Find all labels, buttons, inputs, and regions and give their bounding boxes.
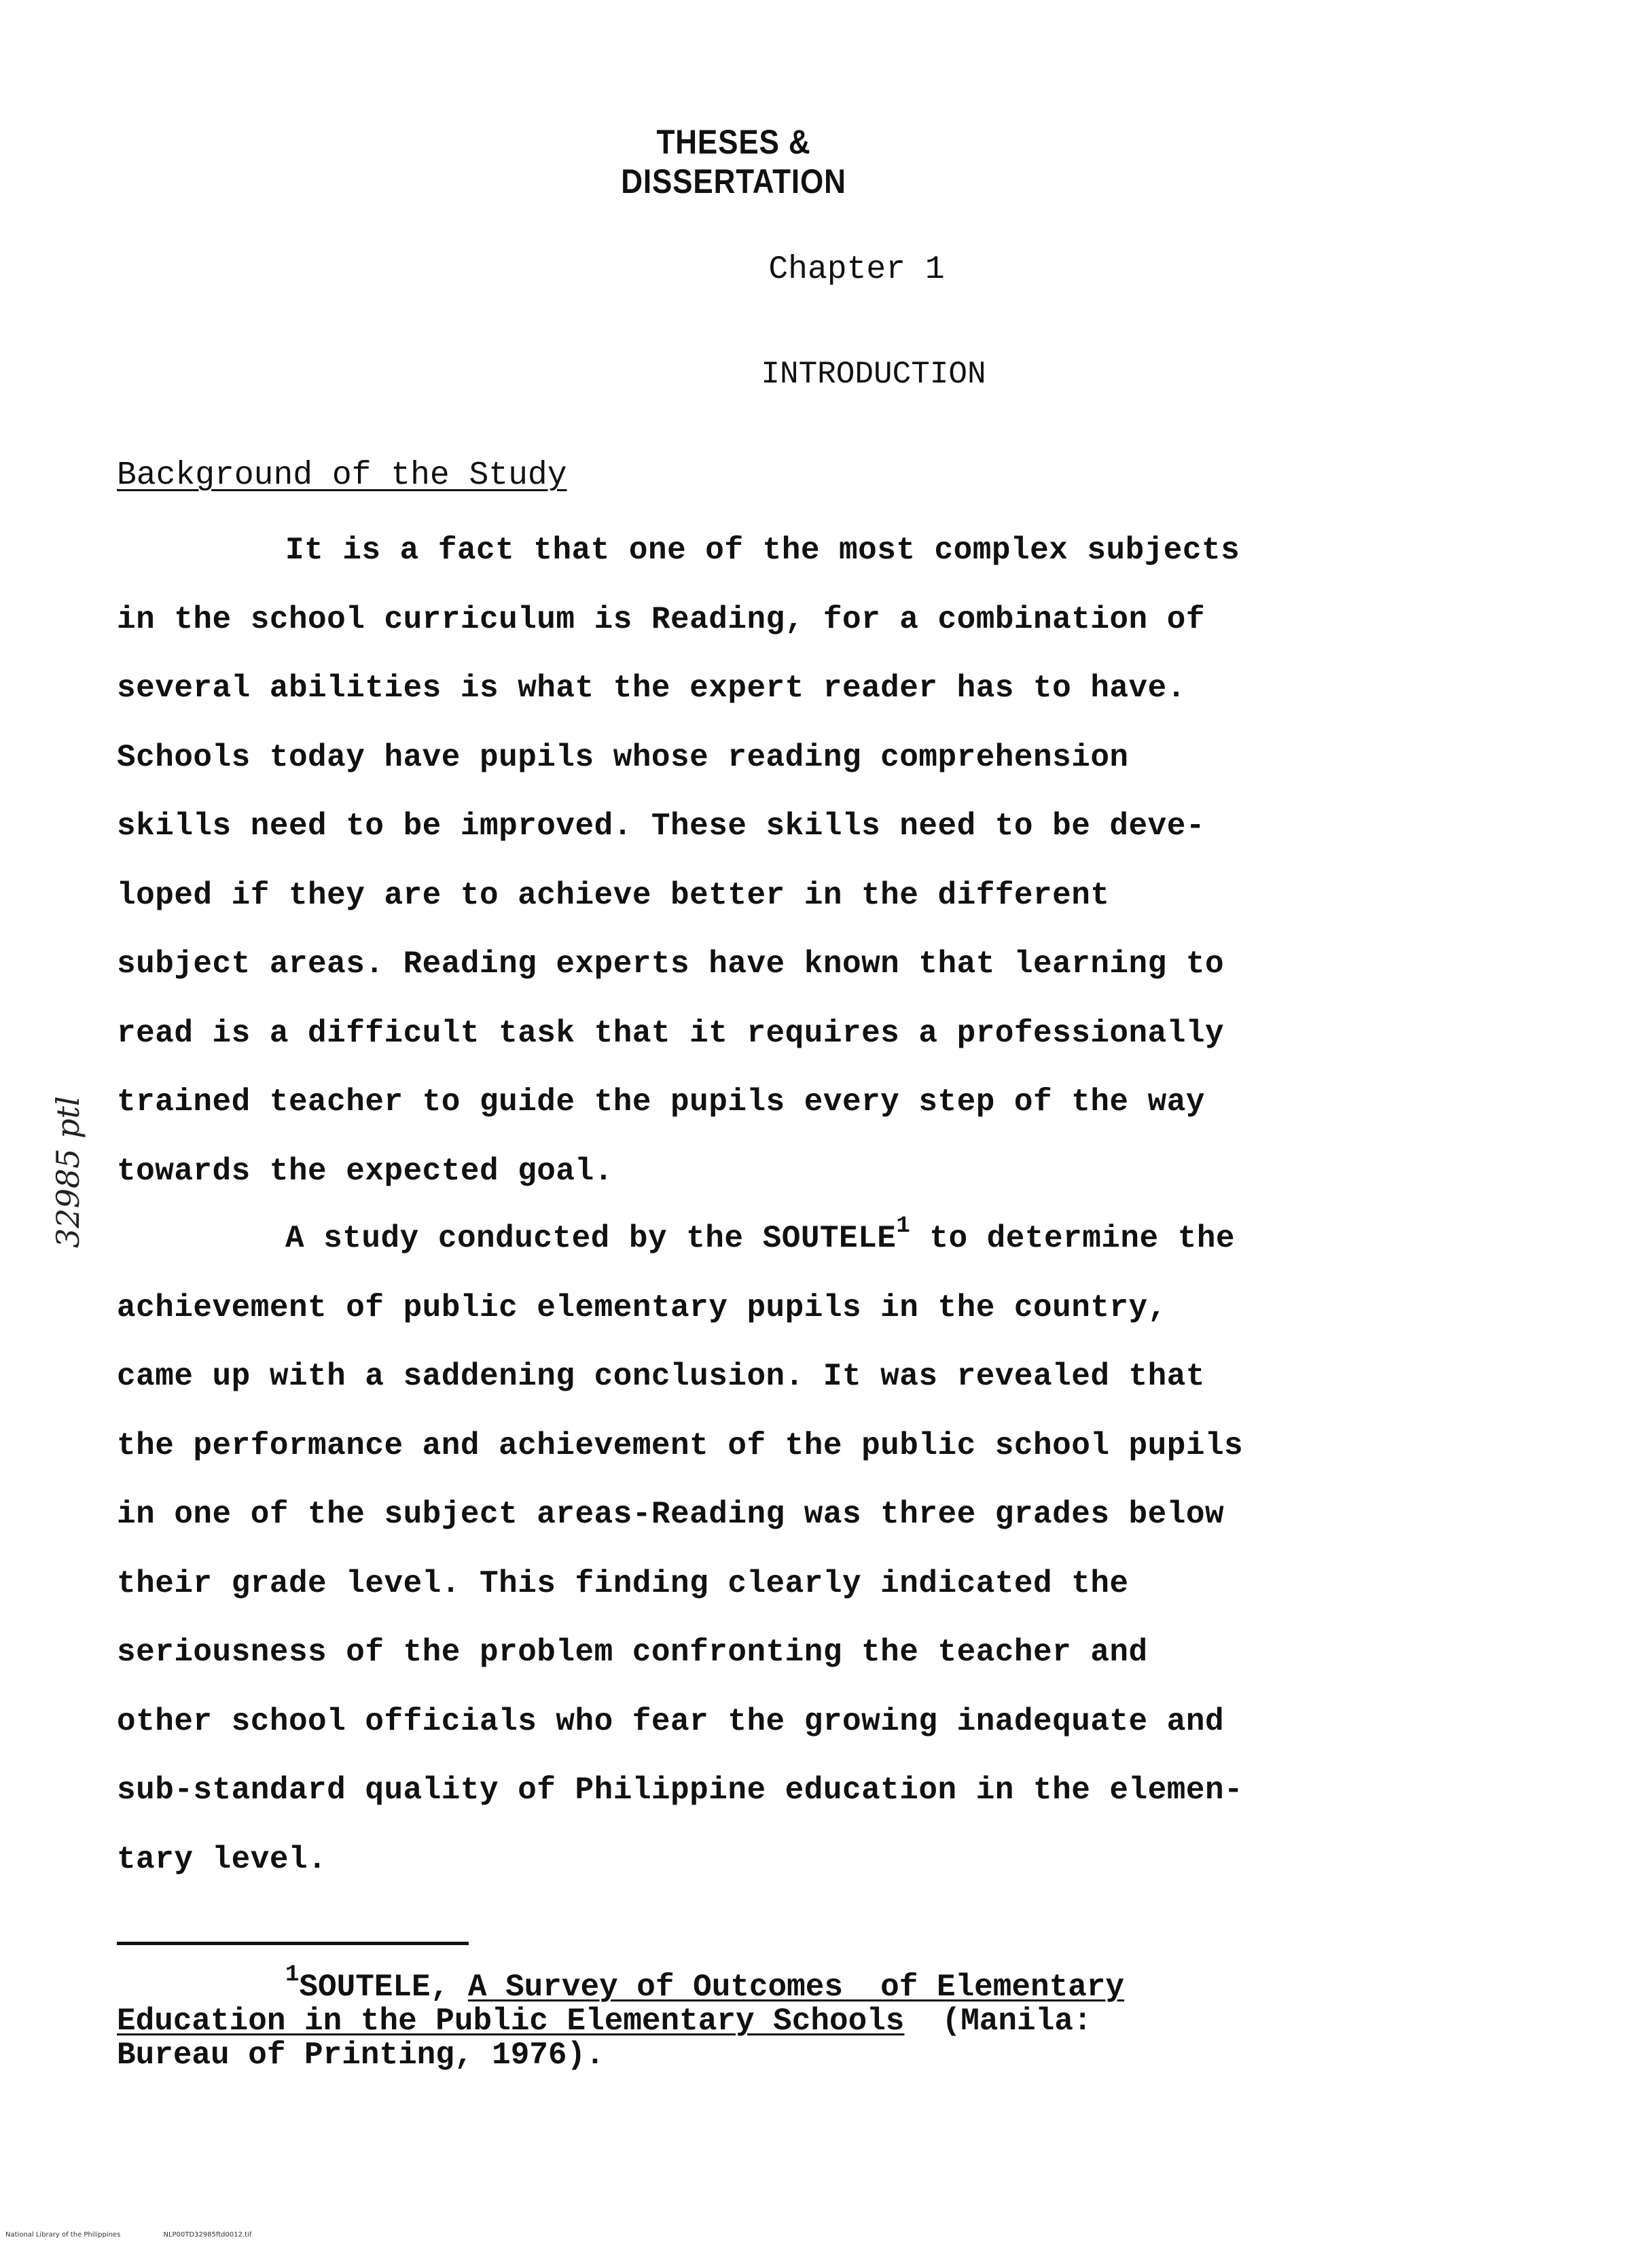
footnote-title: A Survey of Outcomes of Elementary xyxy=(467,1970,1125,2005)
paragraph-line: several abilities is what the expert reader has to have. xyxy=(117,671,1186,706)
paragraph-line: in one of the subject areas-Reading was three grades below xyxy=(117,1497,1225,1532)
paragraph-text: to determine the xyxy=(910,1221,1236,1256)
paragraph-1 xyxy=(117,516,1394,1206)
paragraph-line: the performance and achievement of the public school pupils xyxy=(117,1427,1244,1463)
library-name: National Library of the Philippines xyxy=(5,2231,121,2239)
paragraph-line: trained teacher to guide the pupils every step of the way xyxy=(117,1084,1205,1120)
paragraph-line: in the school curriculum is Reading, for a combination of xyxy=(117,601,1205,637)
paragraph-line: came up with a saddening conclusion. It was revealed that xyxy=(117,1359,1205,1394)
footnote-author: SOUTELE, xyxy=(299,1970,468,2005)
paragraph-line: subject areas. Reading experts have known that learning to xyxy=(117,946,1225,982)
paragraph-first-line xyxy=(117,1205,1394,1274)
paragraph-line: skills need to be improved. These skills need to be deve- xyxy=(117,808,1205,844)
footnote-publisher: (Manila: xyxy=(904,2004,1092,2039)
footnote-line: Bureau of Printing, 1976). xyxy=(117,2038,605,2073)
paragraph-2 xyxy=(117,1205,1394,1894)
footnote-reference: 1 xyxy=(896,1213,911,1239)
paragraph-line: read is a difficult task that it requires a professionally xyxy=(117,1015,1225,1051)
chapter-label: Chapter 1 xyxy=(768,251,945,288)
annotation-text: 32985 ptl xyxy=(50,1096,86,1248)
theses-dissertation-stamp: THESES & DISSERTATION xyxy=(621,123,846,200)
handwritten-annotation xyxy=(41,1006,95,1250)
section-heading: Background of the Study xyxy=(117,457,567,494)
footnote-divider xyxy=(117,1942,469,1945)
paragraph-line: towards the expected goal. xyxy=(117,1153,613,1189)
paragraph-line: sub-standard quality of Philippine education in the elemen- xyxy=(117,1773,1244,1808)
file-code: NLP00TD32985ftd0012.tif xyxy=(163,2231,252,2239)
scan-footer xyxy=(5,2231,251,2239)
footnote-line xyxy=(117,1962,1407,2005)
paragraph-line: seriousness of the problem confronting the teacher and xyxy=(117,1635,1148,1670)
paragraph-line: Schools today have pupils whose reading comprehension xyxy=(117,739,1129,775)
paragraph-line: achievement of public elementary pupils in the country, xyxy=(117,1289,1167,1325)
paragraph-line: other school officials who fear the growing inadequate and xyxy=(117,1703,1225,1739)
footnote-line xyxy=(117,2004,1407,2038)
chapter-title: INTRODUCTION xyxy=(761,357,986,392)
footnote xyxy=(117,1962,1407,2073)
footnote-title: Education in the Public Elementary Schools xyxy=(117,2004,905,2039)
paragraph-line: It is a fact that one of the most complex subjects xyxy=(285,533,1240,568)
paragraph-line: loped if they are to achieve better in the different xyxy=(117,877,1110,913)
paragraph-text: A study conducted by the SOUTELE xyxy=(285,1221,897,1256)
paragraph-line: tary level. xyxy=(117,1841,327,1877)
footnote-marker: 1 xyxy=(285,1962,300,1988)
paragraph-line: their grade level. This finding clearly indicated the xyxy=(117,1565,1129,1601)
